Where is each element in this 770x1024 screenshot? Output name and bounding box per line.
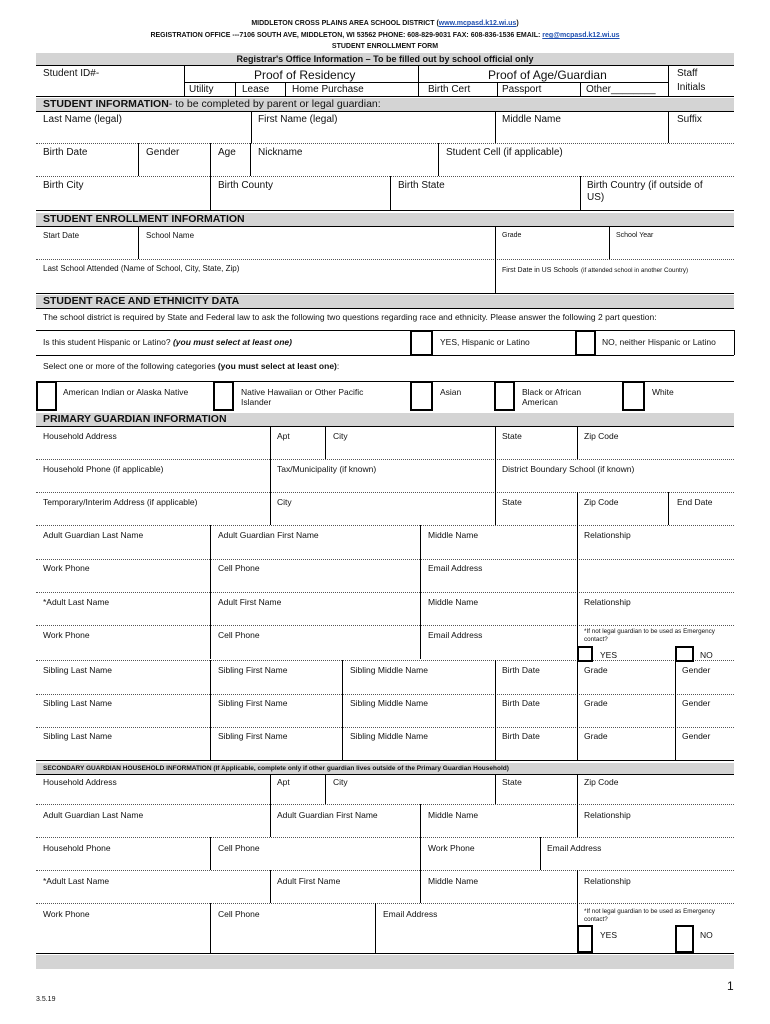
hawaiian-label: Native Hawaiian or Other Pacific Islander	[241, 387, 364, 407]
adult-first-name-field[interactable]: Adult First Name	[218, 597, 282, 607]
district-title: MIDDLETON CROSS PLAINS AREA SCHOOL DISTRICT (www.mcpasd.k12.wi.us)	[251, 20, 519, 27]
sibling-grade-field[interactable]: Grade	[584, 698, 608, 708]
secondary-state-field[interactable]: State	[502, 777, 522, 787]
no-hispanic-checkbox[interactable]	[575, 330, 596, 356]
secondary-adult-cell-phone-field[interactable]: Cell Phone	[218, 909, 260, 919]
school-name-field[interactable]: School Name	[146, 231, 195, 240]
adult-work-phone-field[interactable]: Work Phone	[43, 630, 90, 640]
temp-state-field[interactable]: State	[502, 497, 522, 507]
secondary-household-phone-field[interactable]: Household Phone	[43, 843, 111, 853]
registrar-banner-text: Registrar's Office Information – To be filled out by school official only	[236, 54, 534, 64]
white-checkbox[interactable]	[622, 381, 645, 411]
american-indian-label: American Indian or Alaska Native	[63, 387, 189, 397]
american-indian-checkbox[interactable]	[36, 381, 57, 411]
emergency-contact-note: *If not legal guardian to be used as Emergency contact?	[584, 628, 715, 643]
secondary-city-field[interactable]: City	[333, 777, 348, 787]
guardian-email-field[interactable]: Email Address	[428, 563, 483, 573]
guardian-work-phone-field[interactable]: Work Phone	[43, 563, 90, 573]
secondary-cell-phone-field[interactable]: Cell Phone	[218, 843, 260, 853]
secondary-emergency-yes-checkbox[interactable]	[577, 925, 593, 953]
emergency-yes-label: YES	[600, 650, 618, 660]
other-option[interactable]: Other________	[586, 84, 656, 95]
district-boundary-field[interactable]: District Boundary School (if known)	[502, 464, 635, 474]
gender-field[interactable]: Gender	[146, 147, 180, 158]
secondary-adult-first-name-field[interactable]: Adult First Name	[277, 876, 341, 886]
race-select-prompt: Select one or more of the following categories (you must select at least one):	[43, 361, 340, 371]
household-address-field[interactable]: Household Address	[43, 431, 117, 441]
first-date-us-field[interactable]: First Date in US Schools (if attended school in another Country)	[502, 267, 689, 274]
black-label: Black or African American	[522, 387, 582, 407]
sibling-last-name-field[interactable]: Sibling Last Name	[43, 665, 112, 675]
adult-relationship-field[interactable]: Relationship	[584, 597, 631, 607]
district-website-link[interactable]: www.mcpasd.k12.wi.us	[438, 20, 517, 27]
bottom-band	[36, 955, 734, 969]
yes-hispanic-checkbox[interactable]	[410, 330, 433, 356]
temp-zip-field[interactable]: Zip Code	[584, 497, 619, 507]
birth-county-field[interactable]: Birth County	[218, 180, 274, 191]
age-field[interactable]: Age	[218, 147, 236, 158]
black-checkbox[interactable]	[494, 381, 515, 411]
secondary-household-address-field[interactable]: Household Address	[43, 777, 117, 787]
secondary-emergency-contact-note: *If not legal guardian to be used as Emergency contact?	[584, 908, 715, 923]
guardian-relationship-field[interactable]: Relationship	[584, 530, 631, 540]
adult-email-field[interactable]: Email Address	[428, 630, 483, 640]
secondary-adult-relationship-field[interactable]: Relationship	[584, 876, 631, 886]
utility-option[interactable]: Utility	[189, 84, 214, 95]
guardian-middle-name-field[interactable]: Middle Name	[428, 530, 479, 540]
proof-residency-label: Proof of Residency	[254, 68, 356, 82]
zip-field[interactable]: Zip Code	[584, 431, 619, 441]
secondary-adult-email-field[interactable]: Email Address	[383, 909, 438, 919]
state-field[interactable]: State	[502, 431, 522, 441]
grade-field[interactable]: Grade	[502, 232, 522, 239]
registration-email-link[interactable]: reg@mcpasd.k12.wi.us	[542, 32, 620, 39]
secondary-emergency-no-label: NO	[700, 930, 713, 940]
lease-option[interactable]: Lease	[242, 84, 270, 95]
secondary-adult-last-name-field[interactable]: *Adult Last Name	[43, 876, 110, 886]
sibling-birth-date-field[interactable]: Birth Date	[502, 665, 540, 675]
sibling-last-name-field[interactable]: Sibling Last Name	[43, 698, 112, 708]
secondary-guardian-heading: SECONDARY GUARDIAN HOUSEHOLD INFORMATION (If Applicable, complete only if other guardian lives outside of the Primary Guardian Household)	[43, 765, 509, 772]
temp-address-field[interactable]: Temporary/Interim Address (if applicable)	[43, 497, 198, 507]
passport-option[interactable]: Passport	[502, 84, 542, 95]
secondary-email-field[interactable]: Email Address	[547, 843, 602, 853]
student-cell-field[interactable]: Student Cell (if applicable)	[446, 147, 563, 158]
race-intro: The school district is required by State and Federal law to ask the following two questions regarding race and ethnicity. Please answer the following 2 part question:	[43, 312, 657, 322]
staff-label: Staff	[677, 68, 698, 79]
emergency-no-label: NO	[700, 650, 713, 660]
hawaiian-checkbox[interactable]	[213, 381, 234, 411]
form-title: STUDENT ENROLLMENT FORM	[331, 43, 439, 50]
secondary-guardian-relationship-field[interactable]: Relationship	[584, 810, 631, 820]
secondary-adult-work-phone-field[interactable]: Work Phone	[43, 909, 90, 919]
office-contact-line: REGISTRATION OFFICE ---7106 SOUTH AVE, MIDDLETON, WI 53562 PHONE: 608-829-9031 FAX: 608-836-1536 EMAIL: reg@mcpasd.k12.wi.us	[150, 32, 620, 39]
secondary-apt-field[interactable]: Apt	[277, 777, 290, 787]
secondary-guardian-last-name-field[interactable]: Adult Guardian Last Name	[43, 810, 144, 820]
secondary-guardian-middle-name-field[interactable]: Middle Name	[428, 810, 479, 820]
no-hispanic-label: NO, neither Hispanic or Latino	[602, 337, 716, 347]
sibling-first-name-field[interactable]: Sibling First Name	[218, 665, 288, 675]
household-phone-field[interactable]: Household Phone (if applicable)	[43, 464, 164, 474]
school-year-field[interactable]: School Year	[616, 232, 654, 239]
sibling-first-name-field[interactable]: Sibling First Name	[218, 731, 288, 741]
secondary-emergency-yes-label: YES	[600, 930, 618, 940]
asian-label: Asian	[440, 387, 462, 397]
guardian-last-name-field[interactable]: Adult Guardian Last Name	[43, 530, 144, 540]
guardian-first-name-field[interactable]: Adult Guardian First Name	[218, 530, 319, 540]
white-label: White	[652, 387, 674, 397]
apt-field[interactable]: Apt	[277, 431, 290, 441]
secondary-zip-field[interactable]: Zip Code	[584, 777, 619, 787]
proof-age-label: Proof of Age/Guardian	[488, 68, 607, 82]
birth-cert-option[interactable]: Birth Cert	[428, 84, 471, 95]
yes-hispanic-label: YES, Hispanic or Latino	[440, 337, 530, 347]
sibling-birth-date-field[interactable]: Birth Date	[502, 731, 540, 741]
student-info-heading: STUDENT INFORMATION- to be completed by parent or legal guardian:	[43, 98, 381, 110]
birth-city-field[interactable]: Birth City	[43, 180, 84, 191]
sibling-middle-name-field[interactable]: Sibling Middle Name	[350, 731, 428, 741]
sibling-middle-name-field[interactable]: Sibling Middle Name	[350, 698, 428, 708]
first-name-field[interactable]: First Name (legal)	[258, 114, 338, 125]
temp-city-field[interactable]: City	[277, 497, 292, 507]
birth-date-field[interactable]: Birth Date	[43, 147, 88, 158]
suffix-field[interactable]: Suffix	[677, 114, 702, 125]
adult-last-name-field[interactable]: *Adult Last Name	[43, 597, 110, 607]
race-heading: STUDENT RACE AND ETHNICITY DATA	[43, 295, 240, 307]
last-school-field[interactable]: Last School Attended (Name of School, City, State, Zip)	[43, 264, 240, 273]
enrollment-heading: STUDENT ENROLLMENT INFORMATION	[43, 213, 245, 225]
sibling-gender-field[interactable]: Gender	[682, 665, 711, 675]
initials-label: Initials	[677, 82, 706, 93]
hispanic-question: Is this student Hispanic or Latino? (you must select at least one)	[43, 337, 292, 347]
form-version: 3.5.19	[36, 996, 56, 1003]
tax-municipality-field[interactable]: Tax/Municipality (if known)	[277, 464, 377, 474]
city-field[interactable]: City	[333, 431, 348, 441]
secondary-guardian-first-name-field[interactable]: Adult Guardian First Name	[277, 810, 378, 820]
sibling-grade-field[interactable]: Grade	[584, 731, 608, 741]
last-name-field[interactable]: Last Name (legal)	[43, 114, 122, 125]
birth-state-field[interactable]: Birth State	[398, 180, 445, 191]
primary-guardian-heading: PRIMARY GUARDIAN INFORMATION	[43, 413, 227, 425]
end-date-field[interactable]: End Date	[677, 497, 713, 507]
sibling-last-name-field[interactable]: Sibling Last Name	[43, 731, 112, 741]
sibling-middle-name-field[interactable]: Sibling Middle Name	[350, 665, 428, 675]
adult-middle-name-field[interactable]: Middle Name	[428, 597, 479, 607]
sibling-birth-date-field[interactable]: Birth Date	[502, 698, 540, 708]
sibling-first-name-field[interactable]: Sibling First Name	[218, 698, 288, 708]
emergency-no-checkbox[interactable]	[675, 646, 694, 662]
adult-cell-phone-field[interactable]: Cell Phone	[218, 630, 260, 640]
secondary-adult-middle-name-field[interactable]: Middle Name	[428, 876, 479, 886]
start-date-field[interactable]: Start Date	[43, 231, 80, 240]
page-number: 1	[727, 979, 734, 993]
sibling-gender-field[interactable]: Gender	[682, 698, 711, 708]
student-id-field[interactable]: Student ID#-	[43, 68, 100, 79]
sibling-gender-field[interactable]: Gender	[682, 731, 711, 741]
asian-checkbox[interactable]	[410, 381, 433, 411]
nickname-field[interactable]: Nickname	[258, 147, 303, 158]
guardian-cell-phone-field[interactable]: Cell Phone	[218, 563, 260, 573]
home-purchase-option[interactable]: Home Purchase	[292, 84, 364, 95]
emergency-yes-checkbox[interactable]	[577, 646, 593, 662]
sibling-grade-field[interactable]: Grade	[584, 665, 608, 675]
middle-name-field[interactable]: Middle Name	[502, 114, 561, 125]
secondary-emergency-no-checkbox[interactable]	[675, 925, 694, 953]
secondary-work-phone-field[interactable]: Work Phone	[428, 843, 475, 853]
birth-country-field[interactable]: Birth Country (if outside of US)	[587, 180, 703, 203]
